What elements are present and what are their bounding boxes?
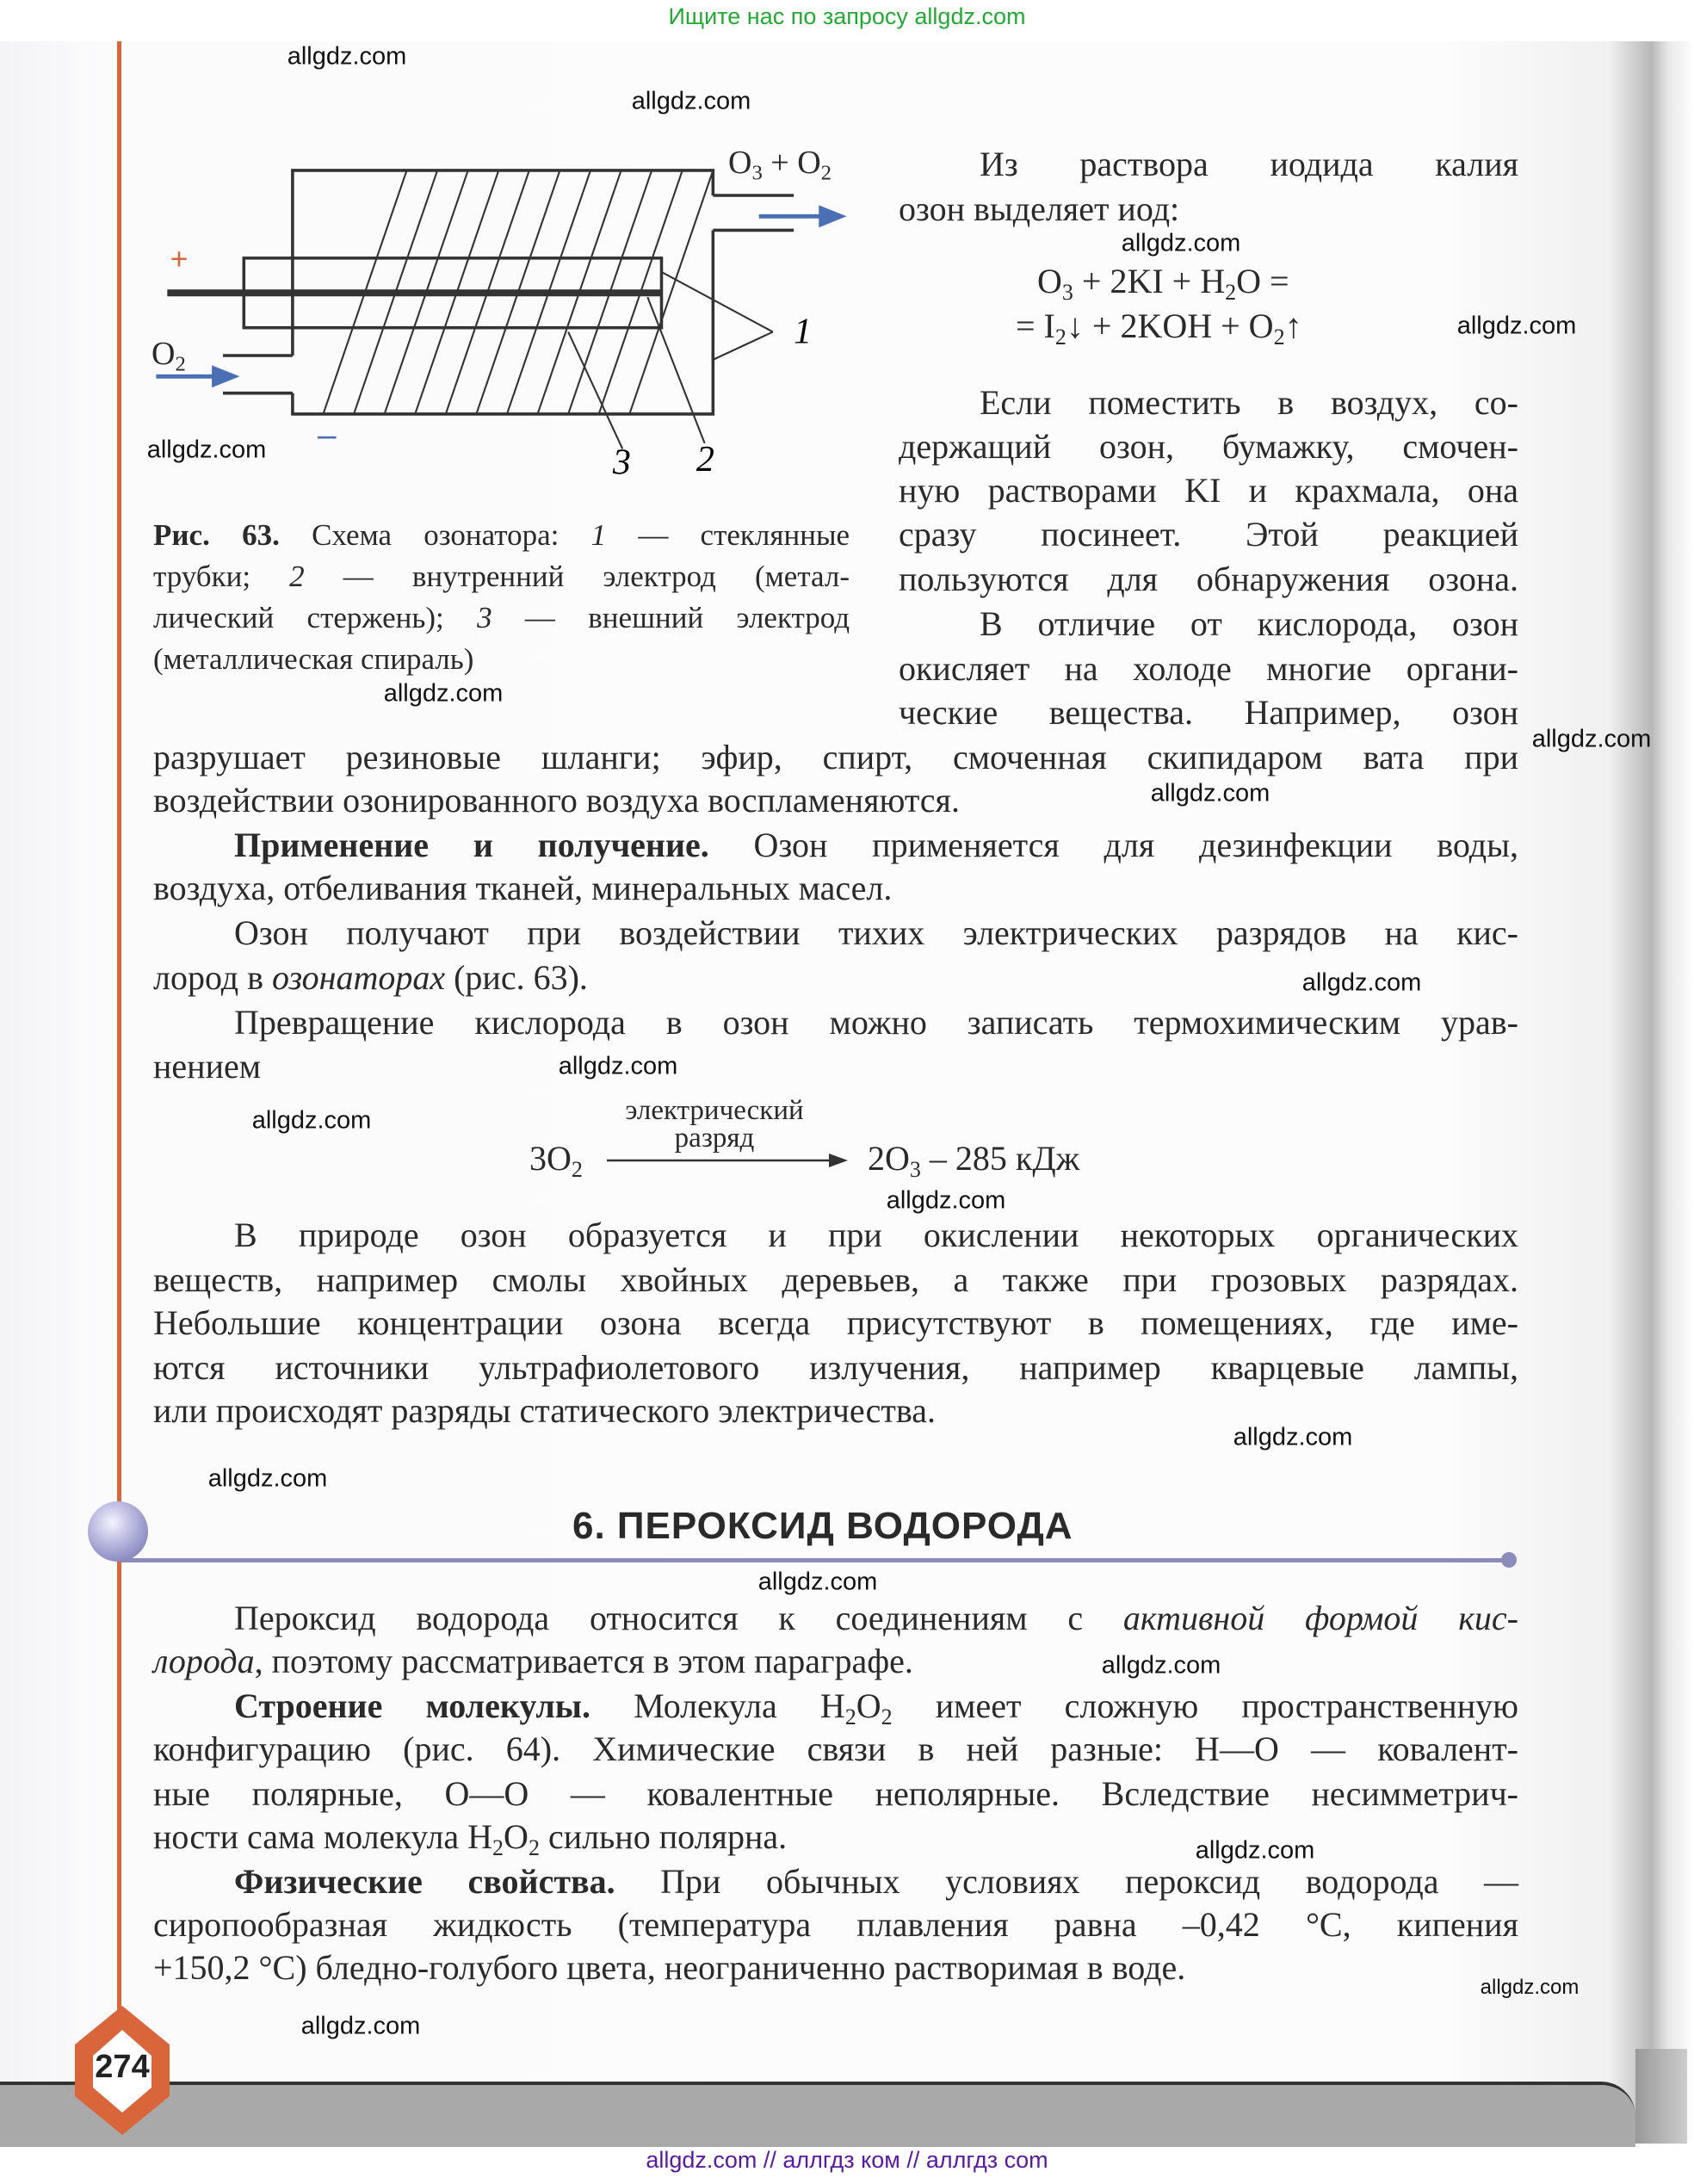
text-segment: веществ, например смолы хвойных деревьев, а также при грозовых разрядах. <box>153 1260 1518 1299</box>
text-segment: ности сама молекула H <box>153 1817 493 1856</box>
text-segment: — стеклянные <box>606 518 850 552</box>
text-segment: ную растворами KI и крахмала, она <box>899 471 1518 510</box>
watermark-text: allgdz.com <box>251 1106 372 1135</box>
text-segment: + 2KI + H <box>1073 262 1226 300</box>
text-segment: ные полярные, O—O — ковалентные неполярные. Вследствие несимметрич- <box>153 1774 1518 1813</box>
watermark-text: allgdz.com <box>287 42 407 71</box>
watermark-text: allgdz.com <box>1480 1976 1580 1999</box>
page-edge-shadow <box>1635 2049 1687 2144</box>
text-line <box>234 823 1518 868</box>
text-segment: конфигурацию (рис. 64). Химические связи в ней разные: H—O — ковалент- <box>153 1729 1518 1768</box>
top-banner-link[interactable]: Ищите нас по запросу allgdz.com <box>668 3 1026 29</box>
text-segment: разрушает резиновые шланги; эфир, спирт, смоченная скипидаром вата при <box>153 738 1518 776</box>
text-line <box>899 647 1518 691</box>
text-line <box>153 1946 1518 1990</box>
section-divider <box>121 1558 1506 1562</box>
watermark-text: allgdz.com <box>558 1052 678 1080</box>
text-line <box>153 1727 1518 1772</box>
text-line <box>153 597 850 639</box>
text-line <box>234 1859 1518 1904</box>
ozone-out-label <box>728 140 832 185</box>
watermark-text: allgdz.com <box>886 1186 1006 1215</box>
bold-term: Строение молекулы. <box>234 1686 591 1725</box>
margin-red-line <box>117 41 121 2056</box>
text-segment: — внутренний электрод (метал- <box>304 560 850 593</box>
text-segment: лород в <box>153 958 273 997</box>
text-line <box>1037 259 1289 304</box>
text-segment: O <box>151 336 176 372</box>
watermark-text: allgdz.com <box>1531 725 1652 753</box>
text-segment: сиропообразная жидкость (температура плавления равна –0,42 °C, кипения <box>153 1905 1518 1944</box>
watermark-text: allgdz.com <box>1195 1836 1315 1865</box>
italic-term: 1 <box>590 518 607 552</box>
watermark-text: allgdz.com <box>757 1568 878 1596</box>
reaction-arrow <box>607 1150 848 1171</box>
italic-term: лорода <box>153 1642 255 1680</box>
text-line <box>899 557 1518 602</box>
text-segment: При обычных условиях пероксид водорода — <box>615 1862 1518 1901</box>
text-segment: Небольшие концентрации озона всегда присутствуют в помещениях, где име- <box>153 1303 1518 1342</box>
label-2: 2 <box>696 440 714 480</box>
text-segment: озон выделяет иод: <box>899 189 1180 228</box>
page-number: 274 <box>95 2049 150 2085</box>
text-segment: 2O <box>868 1139 910 1178</box>
text-segment: воздуха, отбеливания тканей, минеральных масел. <box>153 869 893 907</box>
text-line <box>234 1684 1518 1729</box>
italic-term: 3 <box>477 601 492 634</box>
text-line <box>153 1301 1518 1346</box>
text-line <box>153 1258 1518 1302</box>
text-line <box>899 512 1518 557</box>
outlet-pipe <box>713 195 794 230</box>
text-segment: – 285 кДж <box>920 1139 1080 1178</box>
text-line <box>980 142 1518 187</box>
text-line <box>153 515 850 556</box>
subscript: 3 <box>909 1156 921 1182</box>
text-segment: В отличие от кислорода, озон <box>980 604 1518 643</box>
text-segment: или происходят разряды статического электричества. <box>153 1391 936 1430</box>
bold-term: Применение и получение. <box>234 826 709 864</box>
subscript: 2 <box>1225 279 1237 305</box>
subscript: 2 <box>820 161 832 185</box>
text-segment: O <box>856 1686 881 1725</box>
text-segment: лический стержень); <box>153 601 478 634</box>
text-line <box>153 556 850 597</box>
text-segment: сильно полярна. <box>539 1817 788 1856</box>
watermark-text: allgdz.com <box>1456 312 1577 340</box>
text-line <box>899 468 1518 513</box>
section-heading: 6. ПЕРОКСИД ВОДОРОДА <box>572 1505 1073 1547</box>
text-segment: ↓ + 2KOH + O <box>1066 306 1274 345</box>
text-line <box>899 690 1518 735</box>
text-line <box>153 1346 1518 1390</box>
text-segment: В природе озон образуется и при окислении некоторых органических <box>234 1216 1518 1254</box>
text-segment: = I <box>1016 306 1055 345</box>
plus-sign: + <box>170 241 189 276</box>
text-line <box>153 1639 1518 1684</box>
divider-end-dot <box>1501 1552 1517 1568</box>
subscript: 2 <box>1054 324 1066 350</box>
text-segment: Из раствора иодида калия <box>980 145 1518 183</box>
italic-term: 2 <box>289 560 305 593</box>
text-segment: Пероксид водорода относится к соединениям с <box>234 1599 1123 1637</box>
subscript: 3 <box>1061 279 1073 305</box>
text-line <box>234 1213 1518 1258</box>
leader-lines <box>568 272 773 449</box>
text-segment: Озон получают при воздействии тихих электрических разрядов на кис- <box>234 913 1518 952</box>
bold-term: Рис. 63. <box>153 518 280 552</box>
text-segment: , поэтому рассматривается в этом параграфе. <box>254 1642 913 1680</box>
label-1: 1 <box>794 312 813 352</box>
text-segment: 3O <box>529 1139 572 1178</box>
text-line <box>153 1044 1518 1089</box>
text-line <box>153 1772 1518 1816</box>
equation-right <box>868 1136 1079 1181</box>
text-line <box>899 187 1518 232</box>
subscript: 2 <box>1273 324 1285 350</box>
text-segment: O <box>1037 262 1062 300</box>
text-segment: ются источники ультрафиолетового излучения, например кварцевые лампы, <box>153 1348 1518 1387</box>
label-3: 3 <box>612 442 631 483</box>
text-segment: держащий озон, бумажку, смочен- <box>899 427 1518 466</box>
text-segment: (металлическая спираль) <box>153 642 474 676</box>
subscript: 3 <box>751 161 763 185</box>
text-line <box>234 1596 1518 1641</box>
text-line <box>153 866 1518 911</box>
text-segment: Превращение кислорода в озон можно записать термохимическим урав- <box>234 1003 1518 1042</box>
text-segment: — внешний электрод <box>492 601 850 634</box>
text-line <box>153 1902 1518 1947</box>
subscript: 2 <box>571 1156 583 1182</box>
reaction-condition-bottom: разряд <box>674 1123 755 1154</box>
subscript: 2 <box>528 1834 540 1860</box>
text-segment: Если поместить в воздух, со- <box>980 383 1518 422</box>
watermark-text: allgdz.com <box>1121 229 1241 257</box>
text-line <box>234 1000 1518 1045</box>
text-segment: O <box>504 1817 529 1856</box>
text-line <box>980 602 1518 647</box>
watermark-text: allgdz.com <box>631 87 751 115</box>
text-segment: сразу посинеет. Этой реакцией <box>899 515 1518 554</box>
text-line <box>153 778 1518 823</box>
watermark-text: allgdz.com <box>383 679 504 708</box>
text-segment: трубки; <box>153 560 290 593</box>
watermark-text: allgdz.com <box>1150 779 1270 807</box>
italic-term: активной формой кис- <box>1122 1599 1518 1637</box>
text-segment: +150,2 °C) бледно-голубого цвета, неограниченно растворимая в воде. <box>153 1948 1186 1987</box>
text-segment: Молекула H <box>590 1686 845 1725</box>
watermark-text: allgdz.com <box>300 2012 421 2040</box>
text-segment: нением <box>153 1047 262 1086</box>
text-segment: Озон применяется для дезинфекции воды, <box>708 826 1518 864</box>
equation-left <box>529 1136 583 1181</box>
text-line <box>899 424 1518 469</box>
watermark-text: allgdz.com <box>1233 1423 1353 1451</box>
reaction-condition-top: электрический <box>625 1095 804 1126</box>
subscript: 2 <box>881 1704 893 1729</box>
text-line <box>153 735 1518 780</box>
oxygen-in-label <box>151 331 186 376</box>
minus-sign: – <box>318 417 337 455</box>
text-segment: + O <box>762 145 821 181</box>
text-line <box>153 639 850 680</box>
text-segment: O = <box>1236 262 1289 300</box>
text-segment: Схема озонатора: <box>279 518 591 552</box>
bottom-banner-link[interactable]: allgdz.com // аллгдз ком // аллгдз com <box>646 2147 1048 2173</box>
watermark-text: allgdz.com <box>146 436 267 464</box>
watermark-text: allgdz.com <box>1301 968 1422 997</box>
text-segment: O <box>728 145 752 181</box>
text-segment: окисляет на холоде многие органи- <box>899 649 1518 688</box>
section-sphere-icon <box>88 1501 148 1562</box>
italic-term: озонаторах <box>272 958 446 997</box>
text-segment: имеет сложную пространственную <box>892 1686 1518 1725</box>
text-segment: пользуются для обнаружения озона. <box>899 560 1518 598</box>
text-segment: ческие вещества. Например, озон <box>899 693 1518 732</box>
text-line <box>1016 304 1302 349</box>
page-bottom-band <box>0 2082 1635 2147</box>
subscript: 2 <box>175 352 186 376</box>
bold-term: Физические свойства. <box>234 1862 615 1901</box>
text-segment: ↑ <box>1284 306 1302 345</box>
text-segment: (рис. 63). <box>445 958 588 997</box>
text-segment: воздействии озонированного воздуха воспламеняются. <box>153 781 960 820</box>
watermark-text: allgdz.com <box>1101 1651 1221 1680</box>
text-line <box>234 911 1518 956</box>
text-line <box>980 380 1518 425</box>
subscript: 2 <box>492 1834 504 1860</box>
subscript: 2 <box>844 1704 856 1729</box>
watermark-text: allgdz.com <box>207 1464 328 1493</box>
